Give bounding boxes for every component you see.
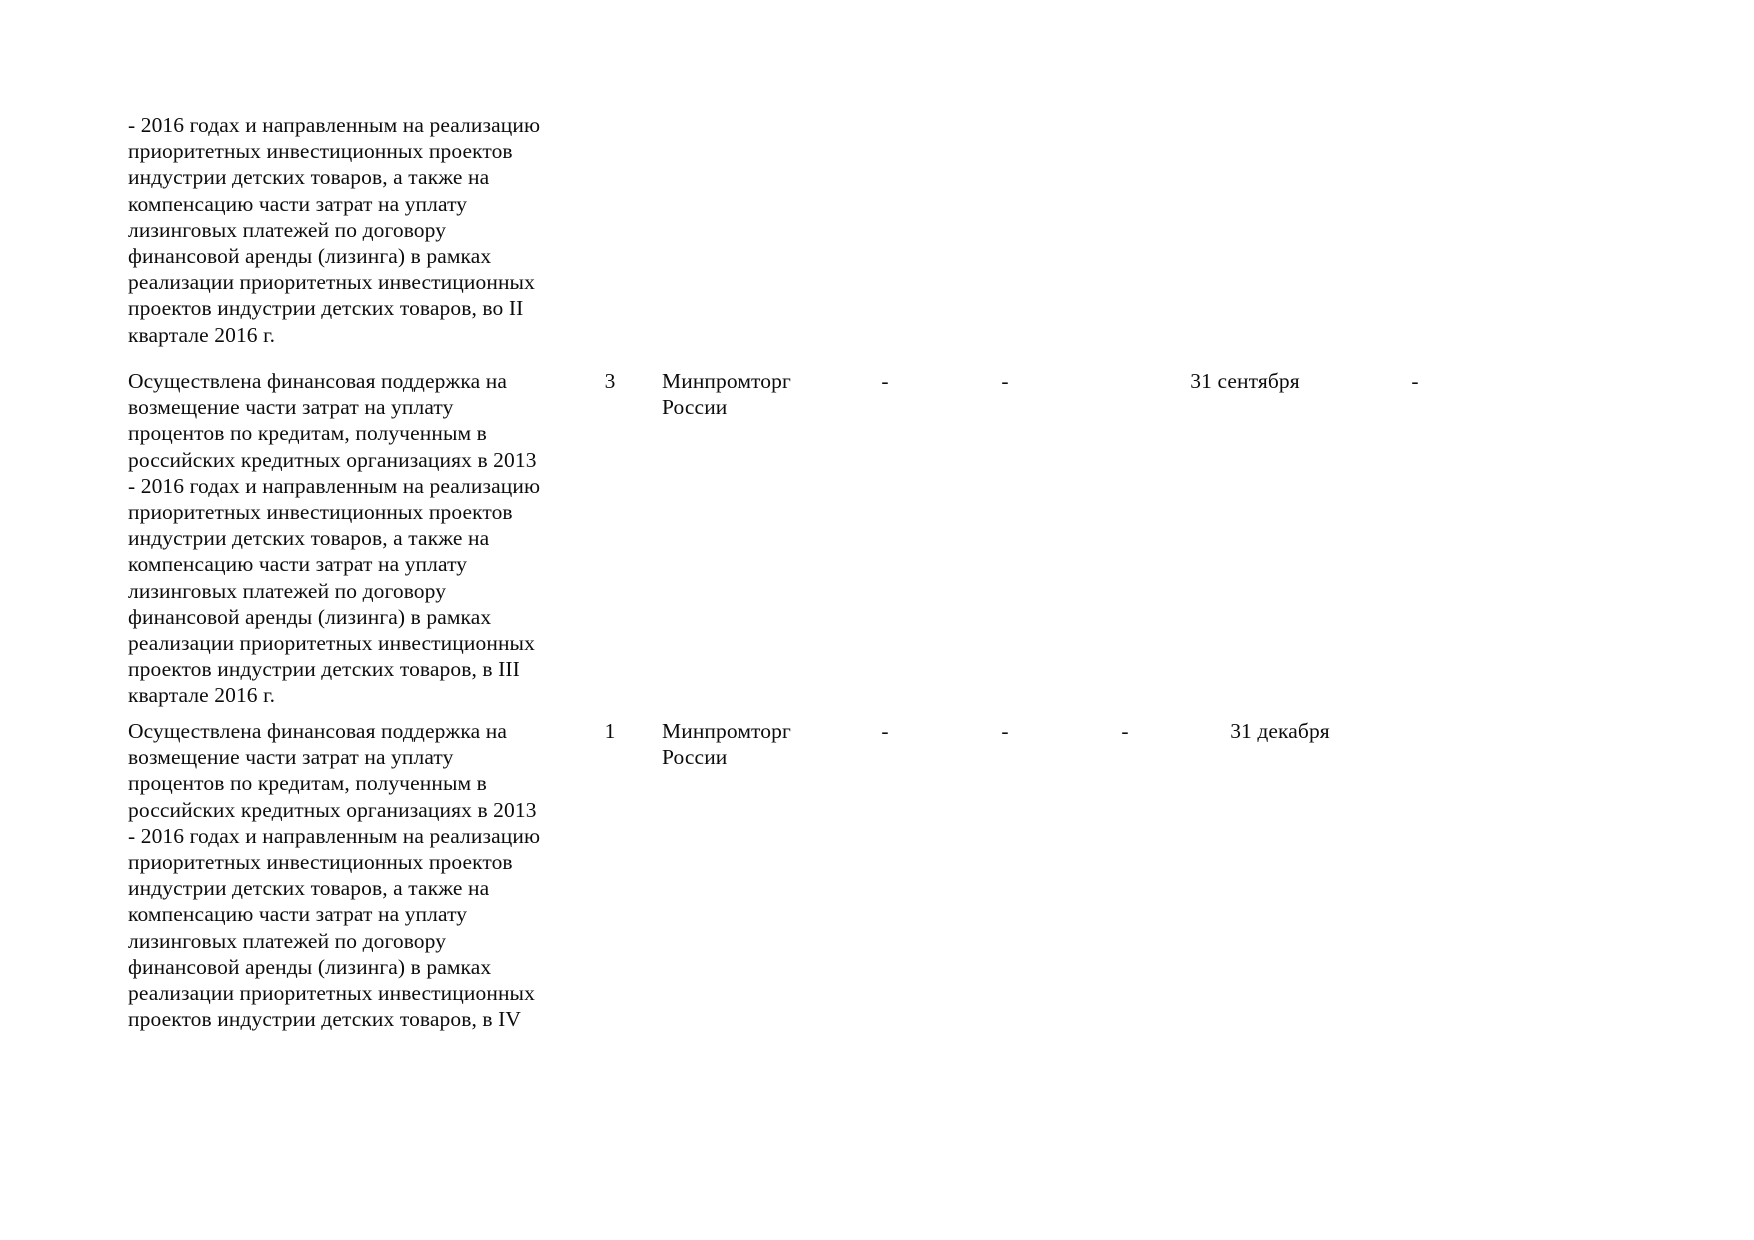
description-line: возмещение части затрат на уплату — [128, 395, 454, 420]
description-line: финансовой аренды (лизинга) в рамках — [128, 604, 492, 629]
row-dash-2: - — [1001, 719, 1009, 743]
description-line: - 2016 годах и направленным на реализацию — [128, 113, 541, 137]
row-date: 31 декабря — [1230, 719, 1330, 743]
description-line: российских кредитных организациях в 2013 — [128, 797, 537, 822]
row-dash-2: - — [1001, 369, 1009, 393]
description-line: компенсацию части затрат на уплату — [128, 191, 468, 216]
description-line: российских кредитных организациях в 2013 — [128, 447, 537, 472]
description-line: Осуществлена финансовая поддержка на — [128, 719, 507, 743]
row-dash-1: - — [881, 719, 889, 743]
row-count: 3 — [604, 369, 616, 393]
description-line: квартале 2016 г. — [128, 322, 276, 347]
description-line: приоритетных инвестиционных проектов — [128, 139, 513, 164]
description-line: компенсацию части затрат на уплату — [128, 552, 468, 577]
row-dash-1: - — [881, 369, 889, 393]
description-line: финансовой аренды (лизинга) в рамках — [128, 244, 492, 269]
description-line: лизинговых платежей по договору — [128, 217, 447, 242]
description-line: лизинговых платежей по договору — [128, 578, 447, 603]
description-line: процентов по кредитам, полученным в — [128, 421, 487, 446]
description-line: компенсацию части затрат на уплату — [128, 902, 468, 927]
description-line: проектов индустрии детских товаров, в III — [128, 657, 520, 682]
description-line: Осуществлена финансовая поддержка на — [128, 369, 507, 393]
agency-line: России — [662, 745, 728, 770]
description-line: - 2016 годах и направленным на реализацию — [128, 473, 541, 498]
description-line: проектов индустрии детских товаров, в IV — [128, 1007, 522, 1032]
description-line: индустрии детских товаров, а также на — [128, 876, 490, 901]
description-line: финансовой аренды (лизинга) в рамках — [128, 954, 492, 979]
description-line: возмещение части затрат на уплату — [128, 745, 454, 770]
description-line: реализации приоритетных инвестиционных — [128, 981, 535, 1006]
description-line: процентов по кредитам, полученным в — [128, 771, 487, 796]
row-dash-3: - — [1121, 719, 1129, 743]
description-line: квартале 2016 г. — [128, 683, 276, 708]
description-line: приоритетных инвестиционных проектов — [128, 850, 513, 875]
row-description — [128, 368, 576, 709]
agency-line: Минпромторг — [662, 369, 791, 393]
row-last-column: - — [1411, 369, 1419, 393]
description-line: проектов индустрии детских товаров, во II — [128, 296, 524, 321]
description-line: лизинговых платежей по договору — [128, 928, 447, 953]
row-description — [128, 718, 576, 1032]
agency-line: Минпромторг — [662, 719, 791, 743]
description-line: индустрии детских товаров, а также на — [128, 165, 490, 190]
agency-line: России — [662, 395, 728, 420]
row-description — [128, 112, 576, 348]
description-line: приоритетных инвестиционных проектов — [128, 500, 513, 525]
row-date-line: 31 — [1190, 369, 1212, 393]
description-line: - 2016 годах и направленным на реализацию — [128, 823, 541, 848]
description-line: индустрии детских товаров, а также на — [128, 526, 490, 551]
description-line: реализации приоритетных инвестиционных — [128, 270, 535, 295]
row-date-line: сентября — [1217, 369, 1300, 393]
row-count: 1 — [604, 719, 616, 743]
description-line: реализации приоритетных инвестиционных — [128, 631, 535, 656]
row-date — [1160, 368, 1330, 394]
